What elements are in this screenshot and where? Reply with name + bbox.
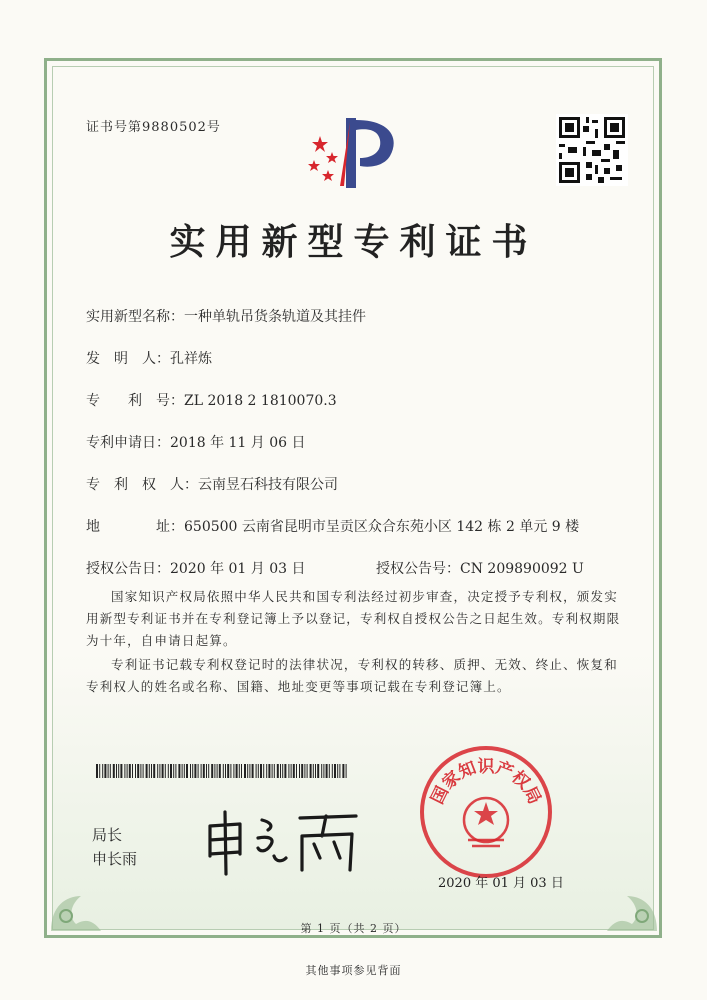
address-row: 地 址：650500 云南省昆明市呈贡区众合东苑小区 142 栋 2 单元 9 楼 — [86, 519, 580, 535]
patent-number-row: 专 利 号：ZL 2018 2 1810070.3 — [86, 393, 337, 409]
official-seal-icon — [418, 744, 554, 880]
seal-text: 国家知识产权局 — [427, 757, 545, 808]
body-paragraph: 专利证书记载专利权登记时的法律状况，专利权的转移、质押、无效、终止、恢复和专利权人的姓名或名称、国籍、地址变更等事项记载在专利登记簿上。 — [86, 657, 618, 694]
handwritten-signature — [196, 800, 366, 880]
body-paragraph: 国家知识产权局依照中华人民共和国专利法经过初步审查，决定授予专利权，颁发实用新型专利证书并在专利登记簿上予以登记，专利权自授权公告之日起生效。专利权期限为十年，自申请日起算。 — [86, 589, 621, 648]
certificate-title: 实用新型专利证书 — [169, 221, 538, 263]
qr-code-icon — [556, 114, 628, 186]
grant-date-value: 2020 年 01 月 03 日 — [170, 561, 306, 577]
barcode-icon — [96, 764, 348, 778]
address-value: 650500 云南省昆明市呈贡区众合东苑小区 142 栋 2 单元 9 楼 — [184, 519, 580, 535]
inventor-value: 孔祥炼 — [170, 351, 212, 367]
page-number: 第 1 页（共 2 页） — [300, 922, 407, 935]
utility-model-name-value: 一种单轨吊货条轨道及其挂件 — [184, 309, 366, 325]
grant-number-value: CN 209890092 U — [460, 561, 584, 577]
patent-number-value: ZL 2018 2 1810070.3 — [184, 393, 337, 409]
filing-date-value: 2018 年 11 月 06 日 — [170, 435, 306, 451]
patentee-row: 专 利 权 人：云南昱石科技有限公司 — [86, 477, 338, 493]
utility-model-name-row: 实用新型名称：一种单轨吊货条轨道及其挂件 — [86, 309, 366, 325]
director-name: 申长雨 — [92, 850, 138, 868]
grant-row: 授权公告日：2020 年 01 月 03 日 授权公告号：CN 209890092 U — [86, 558, 306, 578]
footer-note: 其他事项参见背面 — [305, 964, 402, 977]
director-title: 局长 — [92, 826, 123, 844]
inventor-row: 发 明 人：孔祥炼 — [86, 351, 212, 367]
patent-office-logo-icon — [300, 108, 410, 194]
certificate-number: 证书号第9880502号 — [86, 120, 221, 135]
filing-date-row: 专利申请日：2018 年 11 月 06 日 — [86, 435, 306, 451]
grant-number-block: 授权公告号：CN 209890092 U — [376, 561, 584, 577]
seal-date: 2020 年 01 月 03 日 — [438, 876, 564, 891]
patentee-value: 云南昱石科技有限公司 — [198, 477, 338, 493]
